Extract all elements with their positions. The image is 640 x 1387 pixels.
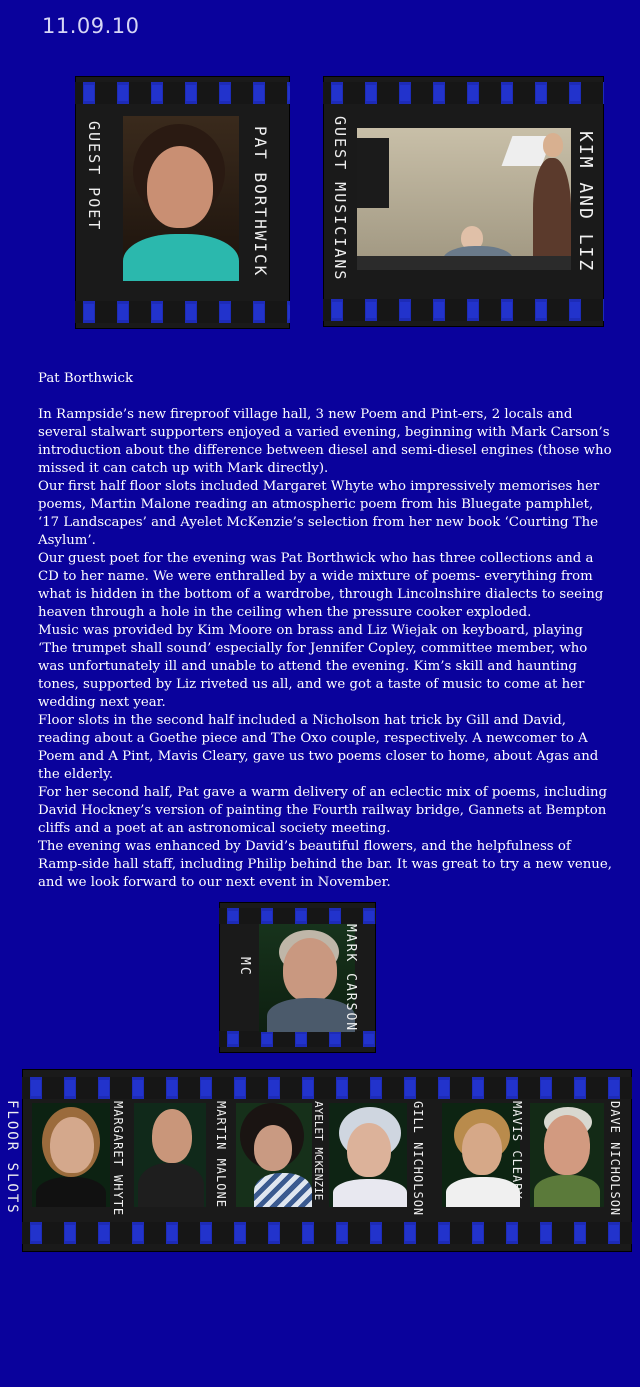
guest-musicians-photo bbox=[357, 128, 571, 270]
article-paragraph: Our first half floor slots included Margaret Whyte who impressively memorises her poems, Martin Malone reading an atmospheric poem from his Bluegate pamphlet, ‘17 Landscapes’ and Ayelet McKenzie’s selection from her new book ‘Courting The Asylum’. bbox=[38, 479, 600, 548]
floor-photo-dave bbox=[530, 1103, 604, 1207]
guest-musicians-role-label: GUEST MUSICIANS bbox=[331, 116, 349, 282]
guest-musicians-frame bbox=[323, 76, 604, 327]
article-paragraph: Our guest poet for the evening was Pat Borthwick who has three collections and a CD to her name. We were enthralled by a wide mixture of poems- everything from what is hidden in the bottom of a wardrobe, through Lincolnshire dialects to seeing heaven through a hole in the ceiling when the pressure cooker exploded. bbox=[38, 551, 604, 620]
article-paragraph: Music was provided by Kim Moore on brass and Liz Wiejak on keyboard, playing ‘The trumpet shall sound’ especially for Jennifer Copley, committee member, who was unfortunately ill and unable to attend the evening. Kim’s skill and haunting tones, supported by Liz riveted us all, and we got a taste of music to come at her wedding next year. bbox=[38, 623, 588, 710]
guest-musicians-name-label: KIM AND LIZ bbox=[575, 131, 596, 273]
floor-name-label: MARGARET WHYTE bbox=[111, 1101, 125, 1217]
mc-photo bbox=[259, 924, 355, 1032]
article-paragraph: For her second half, Pat gave a warm delivery of an eclectic mix of poems, including David Hockney’s version of painting the Fourth railway bridge, Gannets at Bempton cliffs and a poet at an astronomical society meeting. bbox=[38, 785, 608, 836]
article-paragraph: In Rampside’s new fireproof village hall, 3 new Poem and Pint-ers, 2 locals and several stalwart supporters enjoyed a varied evening, beginning with Mark Carson’s introduction about the difference between diesel and semi-diesel engines (those who missed it can catch up with Mark directly). bbox=[38, 407, 612, 476]
guest-poet-role-label: GUEST POET bbox=[85, 121, 103, 232]
mc-frame bbox=[219, 902, 376, 1053]
floor-photo-ayelet bbox=[236, 1103, 312, 1207]
floor-slots-strip bbox=[22, 1069, 632, 1252]
article-paragraph: Floor slots in the second half included a Nicholson hat trick by Gill and David, reading about a Goethe piece and The Oxo couple, respectively. A newcomer to A Poem and A Pint, Mavis Cleary, gave us two poems closer to home, about Agas and the elderly. bbox=[38, 713, 599, 782]
guest-poet-frame bbox=[75, 76, 290, 329]
mc-role-label: MC bbox=[237, 957, 252, 977]
floor-name-label: MAVIS CLEARY bbox=[510, 1101, 524, 1200]
floor-name-label: AYELET MCKENZIE bbox=[312, 1101, 325, 1201]
floor-photo-mavis bbox=[442, 1103, 520, 1207]
floor-slots-title: FLOOR SLOTS bbox=[4, 1100, 20, 1215]
floor-name-label: DAVE NICHOLSON bbox=[608, 1101, 622, 1217]
article bbox=[38, 370, 613, 892]
article-paragraph: The evening was enhanced by David’s beautiful flowers, and the helpfulness of Ramp-side hall staff, including Philip behind the bar. It was great to try a new venue, and we look forward to our next event in November. bbox=[38, 839, 612, 890]
floor-photo-gill bbox=[329, 1103, 407, 1207]
article-heading: Pat Borthwick bbox=[38, 371, 134, 386]
mc-name-label: MARK CARSON bbox=[343, 924, 358, 1033]
guest-poet-photo bbox=[123, 116, 239, 281]
floor-name-label: MARTIN MALONE bbox=[214, 1101, 228, 1208]
floor-name-label: GILL NICHOLSON bbox=[411, 1101, 425, 1217]
floor-photo-martin bbox=[134, 1103, 206, 1207]
page-date: 11.09.10 bbox=[42, 14, 140, 38]
floor-photo-margaret bbox=[32, 1103, 110, 1207]
guest-poet-name-label: PAT BORTHWICK bbox=[251, 126, 270, 278]
